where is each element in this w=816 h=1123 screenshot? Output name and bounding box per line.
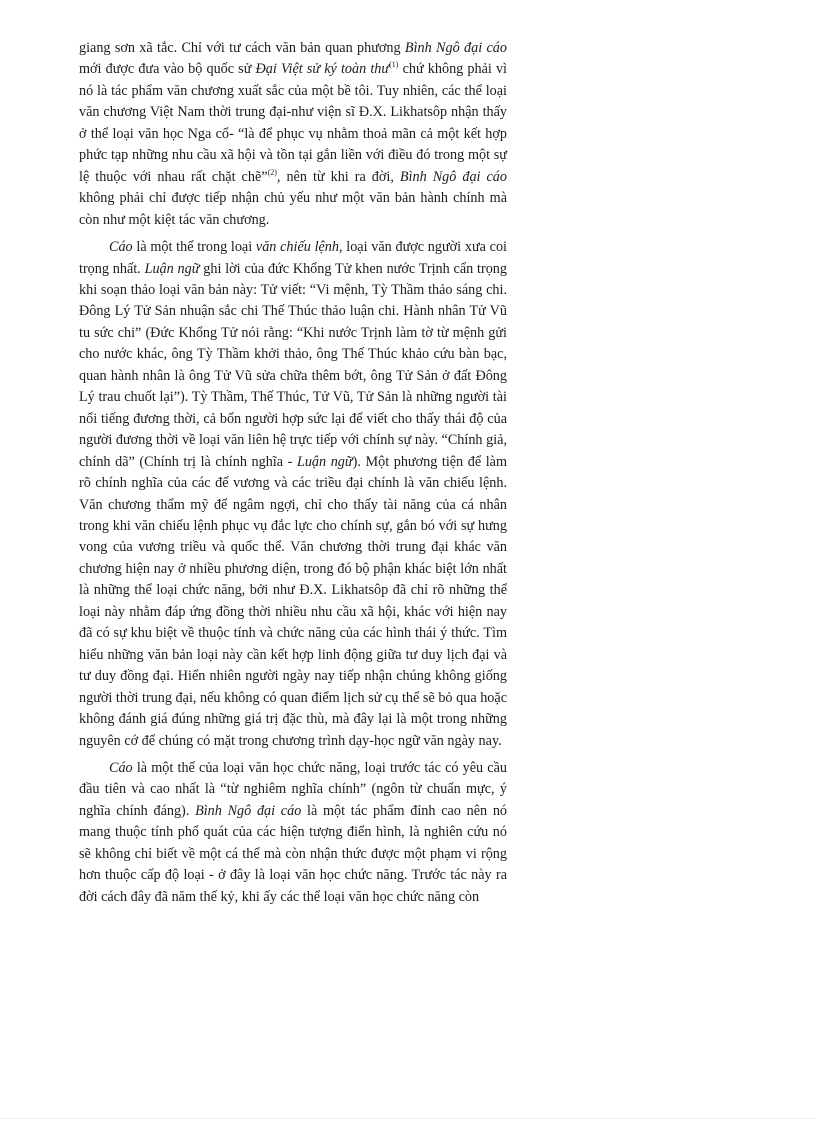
text-run: , loại văn được người xưa coi trọng nhất. — [79, 239, 507, 277]
text-run: , nên từ khi ra đời, — [276, 168, 400, 185]
italic-text: Bình Ngô đại cáo — [195, 802, 302, 819]
text-run: ghi lời của đức Khổng Tử khen nước Trịnh cẩn trọng khi soạn thảo loại văn bản này: Tử viết: “Vi mệnh, Tỳ Thầm thảo sáng chi. Đông Lý Tử Sản nhuận sắc chi Thế Thúc thảo luận chi. Hành nhân Tử Vũ tu sức chi” (Đức Khổng Tử nói rằng: “Khi nước Trịnh làm tờ từ mệnh gửi cho nước khác, ông Tỳ Thầm khởi thảo, ông Thế Thúc khảo cứu bàn bạc, quan hành nhân là ông Tử Vũ sửa chữa thêm bớt, ông Tử Sản ở đất Đông Lý trau chuốt lại”). Tỳ Thầm, Thế Thúc, Tử Vũ, Tử Sản là những người tài nổi tiếng đương thời, cả bốn người hợp sức lại để viết cho thấy thái độ của người đương thời về loại văn liên hệ trực tiếp với chính sự này. “Chính giả, chính dã” (Chính trị là chính nghĩa - — [79, 260, 507, 470]
text-run: là một tác phẩm đỉnh cao nên nó mang thuộc tính phổ quát của các hiện tượng điển hình, là nghiên cứu nó sẽ không chỉ biết về một cá thể mà còn nhận thức được một phạm vi rộng hơn thuộc cấp độ loại - ở đây là loại văn học chức năng. Trước tác này ra đời cách đây đã năm thế kỷ, khi ấy các thể loại văn học chức năng còn — [79, 802, 508, 905]
italic-text: Cáo — [109, 759, 133, 776]
paragraph-3 — [79, 758, 507, 908]
page-bottom-rule — [0, 1118, 816, 1119]
italic-text: Luận ngữ — [296, 453, 353, 470]
body-text — [79, 38, 507, 914]
text-run: chứ không phải vì nó là tác phẩm văn chương xuất sắc của một bề tôi. Tuy nhiên, các thể loại văn chương Việt Nam thời trung đại-như viện sĩ Đ.X. Likhatsôp nhận thấy ở thể loại văn học Nga cổ- “là để phục vụ nhằm thoả mãn cả một kết hợp phức tạp những nhu cầu xã hội và tồn tại gắn liền với điều đó trong một sự lệ thuộc với nhau rất chặt chẽ” — [79, 61, 507, 185]
text-run: ). Một phương tiện để làm rõ chính nghĩa của các đế vương và các triều đại chính là văn chiếu lệnh. Văn chương thẩm mỹ để ngâm ngợi, chỉ cho thấy tài năng của cá nhân trong khi văn chiếu lệnh phục vụ đắc lực cho chính sự, gắn bó với sự hưng vong của vương triều và quốc thể. Văn chương thời trung đại khác văn chương hiện nay ở nhiều phương diện, trong đó bộ phận khác biệt lớn nhất là những thể loại chức năng, bởi như Đ.X. Likhatsôp đã chỉ rõ những thể loại này nhằm đáp ứng đồng thời nhiều nhu cầu xã hội, khác với hiện nay đã có sự khu biệt về thuộc tính và chức năng của các hình thái ý thức. Tìm hiểu những văn bản loại này cần kết hợp linh động giữa tư duy lịch đại và tư duy đồng đại. Hiển nhiên người ngày nay tiếp nhận chúng không giống người thời trung đại, nếu không có quan điểm lịch sử cụ thể sẽ bỏ qua hoặc không đánh giá đúng những giá trị đặc thù, mà đây lại là một trong những nguyên cớ để chúng có mặt trong chương trình dạy-học ngữ văn ngày nay. — [79, 453, 507, 749]
footnote-ref: (2) — [267, 167, 277, 177]
italic-text: Luận ngữ — [144, 260, 200, 277]
paragraph-1 — [79, 38, 507, 231]
italic-text: Bình Ngô đại cáo — [399, 168, 507, 185]
text-run: không phải chỉ được tiếp nhận chủ yếu như một văn bản hành chính mà còn như một kiệt tác văn chương. — [79, 190, 507, 228]
text-run: giang sơn xã tắc. Chỉ với tư cách văn bản quan phương — [79, 40, 405, 56]
text-run: là một thể trong loại — [132, 239, 256, 256]
italic-text: Bình Ngô đại cáo — [404, 40, 507, 56]
text-run: mới được đưa vào bộ quốc sử — [79, 61, 256, 78]
italic-text: Đại Việt sử ký toàn thư — [255, 61, 390, 78]
paragraph-2 — [79, 237, 507, 752]
italic-text: Cáo — [109, 239, 133, 256]
footnote-ref: (1) — [389, 60, 399, 70]
italic-text: văn chiếu lệnh — [255, 239, 339, 256]
text-run: là một thể của loại văn học chức năng, loại trước tác có yêu cầu đầu tiên và cao nhất là “từ nghiêm nghĩa chính” (ngôn từ chuẩn mực, ý nghĩa chính đáng). — [79, 759, 507, 819]
